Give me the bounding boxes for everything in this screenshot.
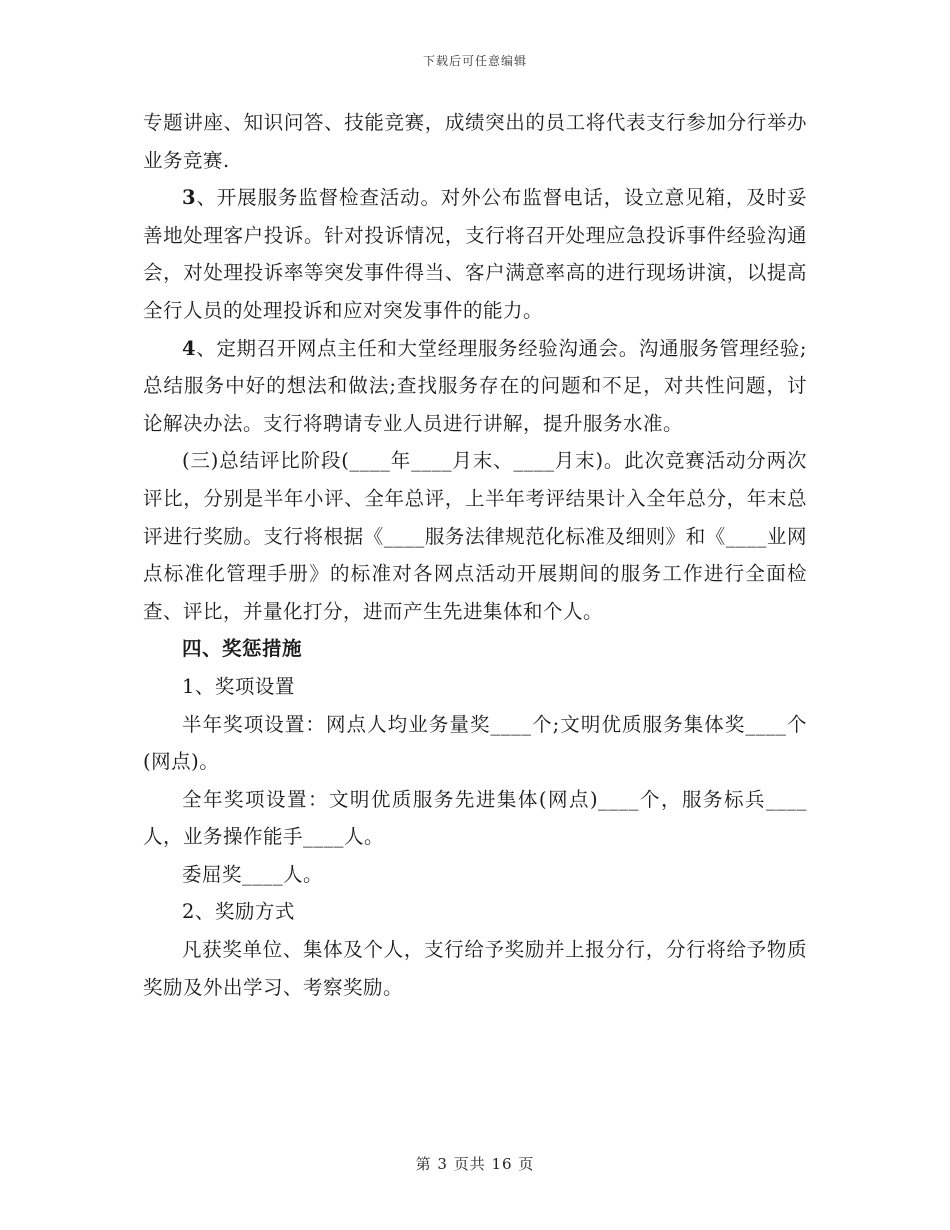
paragraph-reward-methods: 凡获奖单位、集体及个人，支行给予奖励并上报分行，分行将给予物质奖励及外出学习、考察奖励。	[143, 938, 807, 999]
paragraph-grievance-award: 委屈奖____人。	[182, 862, 324, 886]
paragraph-half-year-awards: 半年奖项设置：网点人均业务量奖____个;文明优质服务集体奖____个(网点)。	[143, 712, 807, 774]
page-footer: 第 3 页共 16 页	[415, 1155, 535, 1173]
page-header: 下载后可任意编辑	[422, 54, 527, 68]
paragraph-text: 、定期召开网点主任和大堂经理服务经验沟通会。沟通服务管理经验;总结服务中好的想法和做法;查找服务存在的问题和不足，对共性问题，讨论解决办法。支行将聘请专业人员进行讲解，提升服务水准。	[143, 336, 807, 435]
paragraph-evaluation-stage: (三)总结评比阶段(____年____月末、____月末)。此次竞赛活动分两次评比，分别是半年小评、全年总评，上半年考评结果计入全年总分，年末总评进行奖励。支行将根据《____服务法律规范化标准及细则》和《____业网点标准化管理手册》的标准对各网点活动开展期间的服务工作进行全面检查、评比，并量化打分，进而产生先进集体和个人。	[143, 449, 807, 623]
paragraph-full-year-awards: 全年奖项设置：文明优质服务先进集体(网点)____个，服务标兵____人，业务操作能手____人。	[143, 787, 807, 849]
section-heading-rewards: 四、奖惩措施	[182, 637, 303, 661]
item-number: 4	[182, 336, 197, 360]
item-number: 3	[182, 186, 197, 210]
subheading-reward-methods: 2、奖励方式	[182, 900, 295, 924]
paragraph-supervision	[143, 179, 807, 329]
paragraph-competitions: 专题讲座、知识问答、技能竞赛，成绩突出的员工将代表支行参加分行举办业务竞赛.	[143, 111, 807, 172]
paragraph-text: 、开展服务监督检查活动。对外公布监督电话，设立意见箱，及时妥善地处理客户投诉。针对投诉情况，支行将召开处理应急投诉事件经验沟通会，对处理投诉率等突发事件得当、客户满意率高的进行现场讲演，以提高全行人员的处理投诉和应对突发事件的能力。	[143, 186, 807, 322]
document-body	[143, 104, 807, 1006]
subheading-award-settings: 1、奖项设置	[182, 674, 295, 698]
paragraph-meetings	[143, 330, 807, 443]
